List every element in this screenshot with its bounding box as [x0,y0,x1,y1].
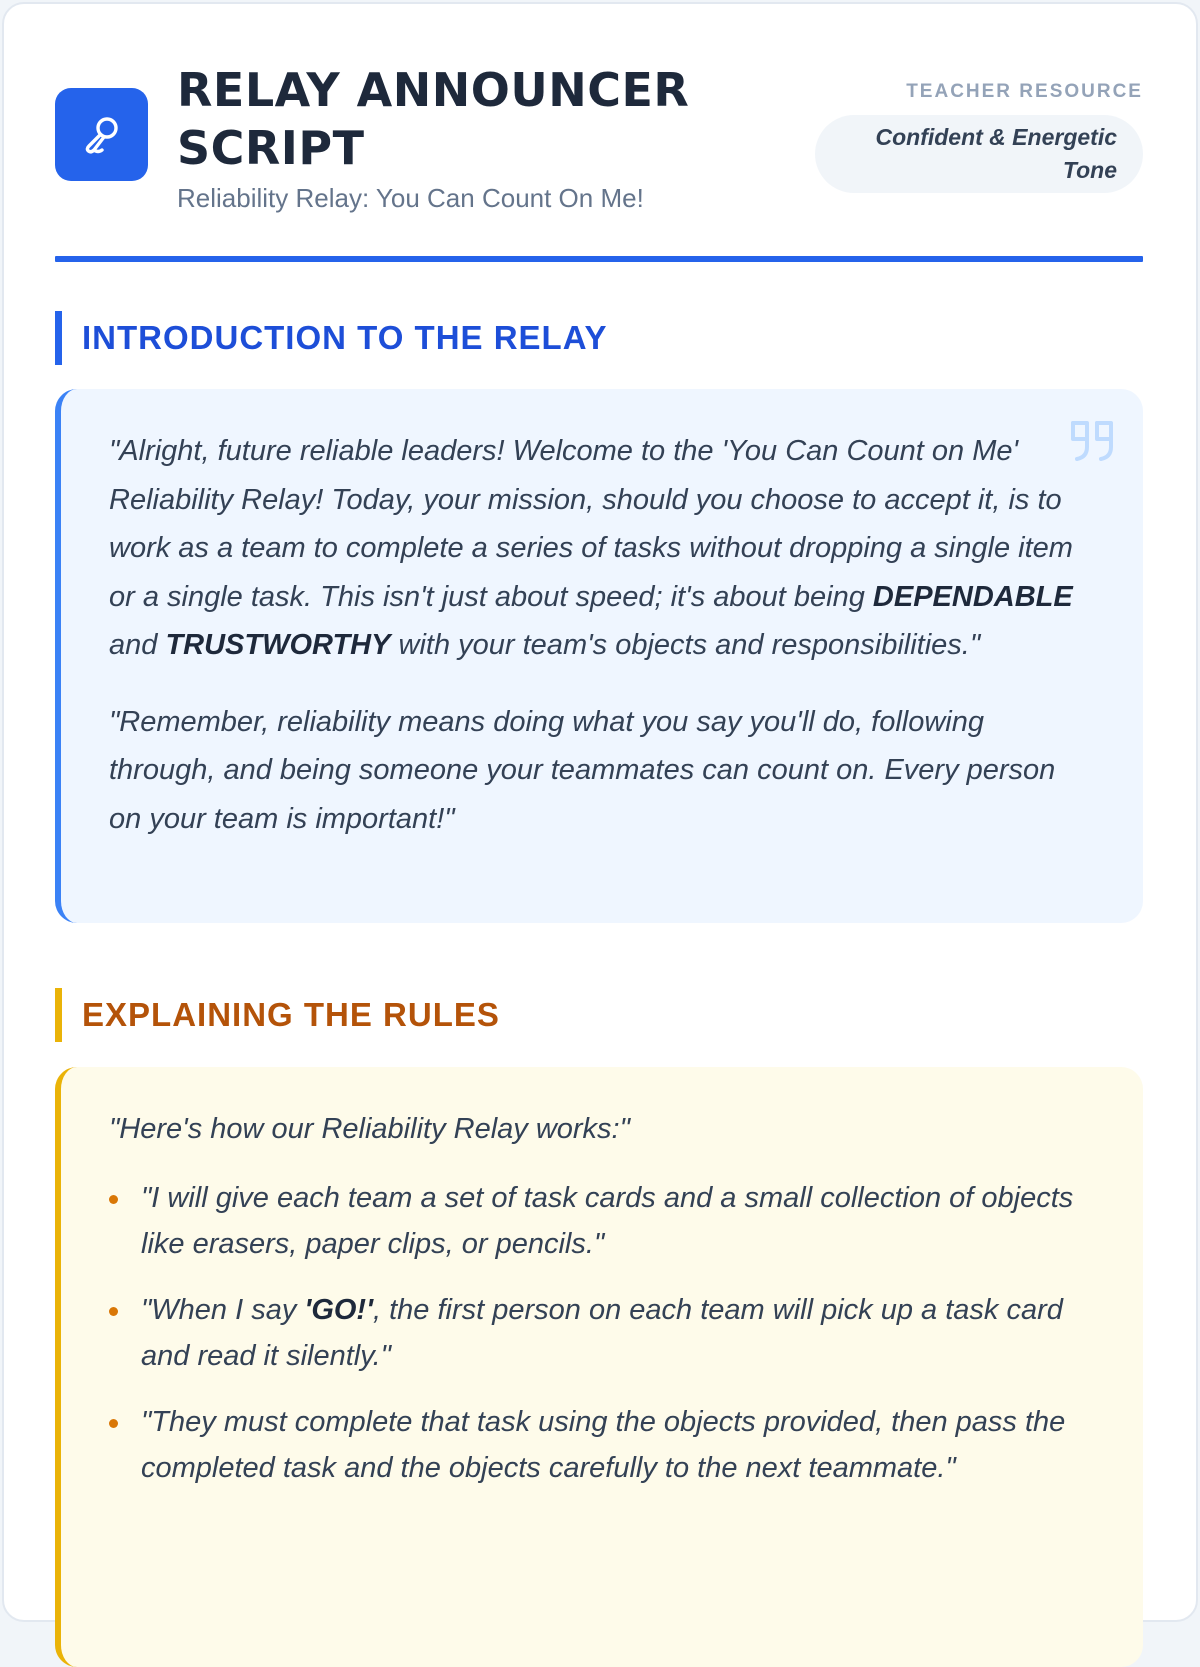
emphasis-trustworthy: TRUSTWORTHY [165,629,391,661]
quote-icon [1069,417,1117,465]
rules-intro: "Here's how our Reliability Relay works:" [109,1113,630,1145]
tone-badge: Confident & Energetic Tone [815,115,1143,193]
bullet-icon [109,1195,118,1204]
header [55,55,1143,263]
header-divider [55,256,1143,262]
page-subtitle: Reliability Relay: You Can Count On Me! [177,183,644,213]
list-item: "They must complete that task using the objects provided, then pass the completed task and the objects carefully to the next teammate." [109,1399,1093,1491]
section-heading-rules: EXPLAINING THE RULES [55,988,500,1042]
logo-badge [55,88,148,181]
emphasis-dependable: DEPENDABLE [872,580,1073,613]
rules-list [109,1175,1093,1491]
introduction-paragraph-1: "Alright, future reliable leaders! Welcome to the 'You Can Count on Me' Reliability Relay! Today, your mission, should you choose to accept it, is to work as a team to complete a series of tasks without dropping a single item or a single task. This isn't just about speed; it's about being DEPENDABLE and TRUSTWORTHY with your team's objects and responsibilities." [109,435,1073,661]
emphasis-go: 'GO!' [304,1294,373,1326]
section-heading-introduction: INTRODUCTION TO THE RELAY [55,311,608,365]
introduction-script-box [55,389,1143,923]
list-item: "When I say 'GO!', the first person on each team will pick up a task card and read it silently." [109,1287,1093,1379]
page-title: RELAY ANNOUNCER SCRIPT [177,63,690,175]
microphone-icon [78,111,126,159]
introduction-paragraph-2: "Remember, reliability means doing what you say you'll do, following through, and being someone your teammates can count on. Every person on your team is important!" [109,705,1056,835]
bullet-icon [109,1307,118,1316]
list-item: "I will give each team a set of task cards and a small collection of objects like erasers, paper clips, or pencils." [109,1175,1093,1267]
rules-script-box [55,1067,1143,1667]
bullet-icon [109,1419,118,1428]
resource-label: TEACHER RESOURCE [906,81,1143,102]
